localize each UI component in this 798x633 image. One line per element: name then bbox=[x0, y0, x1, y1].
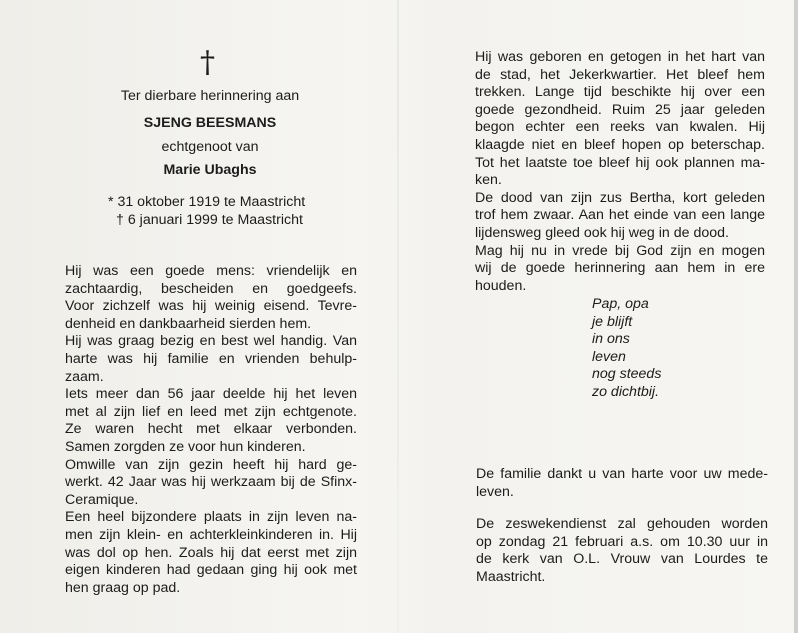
life-dates bbox=[100, 194, 330, 229]
text-line: Voor zichzelf was hij weinig eisend. Tevre- bbox=[65, 298, 357, 315]
text-line: hen graag op pad. bbox=[65, 579, 181, 596]
text-line: Maastricht. bbox=[476, 568, 546, 585]
text-line: Hij was geboren en getogen in het hart van bbox=[475, 49, 765, 65]
text-line: de stad, het Jekerkwartier. Het bleef hem bbox=[475, 66, 765, 83]
text-line: was dol op hen. Zoals hij dat eerst met zijn bbox=[65, 544, 357, 561]
poem-line: je blijft bbox=[592, 313, 633, 330]
text-line: De zeswekendienst zal gehouden worden bbox=[476, 516, 768, 532]
text-line: Hij was een goede mens: vriendelijk en bbox=[65, 263, 357, 279]
text-line: zaam. bbox=[65, 368, 104, 385]
text-line: goede gezondheid. Ruim 25 jaar geleden bbox=[475, 101, 765, 118]
text-line: eigen kinderen had gedaan ging hij ook met bbox=[65, 562, 357, 579]
text-line: denheid en dankbaarheid sierden hem. bbox=[65, 315, 312, 332]
text-line: ken. bbox=[475, 172, 502, 189]
family-thanks bbox=[476, 466, 768, 501]
birth-date: * 31 oktober 1919 te Maastricht bbox=[108, 194, 306, 210]
text-line: begon echter een reeks van kwalen. Hij bbox=[475, 119, 765, 136]
text-line: Een heel bijzondere plaats in zijn leven na- bbox=[65, 509, 357, 526]
spouse-name: Marie Ubaghs bbox=[163, 162, 257, 178]
text-line: wij de goede herinnering aan hem in ere bbox=[475, 260, 765, 277]
text-line: trof hem zwaar. Aan het einde van een lange bbox=[475, 207, 765, 224]
poem-line: leven bbox=[592, 348, 626, 365]
poem-line: nog steeds bbox=[592, 366, 662, 383]
text-line: Tot het laatste toe bleef hij ook plannen ma- bbox=[475, 154, 765, 171]
poem-line: zo dichtbij. bbox=[592, 383, 660, 400]
service-notice bbox=[476, 516, 768, 586]
text-line: Hij was graag bezig en best wel handig. Van bbox=[65, 333, 357, 350]
spouse-label: echtgenoot van bbox=[161, 139, 259, 155]
text-line: zachtaardig, bescheiden en goedgeefs. bbox=[65, 280, 357, 297]
text-line: Mag hij nu in vrede bij God zijn en mogen bbox=[475, 242, 765, 259]
text-line: houden. bbox=[475, 277, 527, 294]
poem-line: Pap, opa bbox=[592, 296, 649, 312]
text-line: harte was hij familie en vrienden behulp- bbox=[65, 350, 357, 367]
text-line: De dood van zijn zus Bertha, kort geleden bbox=[475, 189, 765, 206]
card-edge bbox=[794, 0, 798, 633]
left-biography bbox=[65, 263, 357, 597]
text-line: men zijn klein- en achterkleinkinderen in. Hij bbox=[65, 526, 357, 543]
text-line: De familie dankt u van harte voor uw mede- bbox=[476, 466, 768, 482]
deceased-name: SJENG BEESMANS bbox=[143, 115, 277, 131]
text-line: trekken. Lange tijd beschikte hij over een bbox=[475, 84, 765, 101]
text-line: Iets meer dan 56 jaar deelde hij het leven bbox=[65, 386, 357, 403]
poem-line: in ons bbox=[592, 331, 630, 348]
card-fold bbox=[397, 0, 399, 633]
text-line: lijdensweg gleed ook hij weg in de dood. bbox=[475, 224, 729, 241]
text-line: met al zijn lief en leed met zijn echtgenote. bbox=[65, 403, 357, 420]
text-line: Ze waren hecht met elkaar verbonden. bbox=[65, 421, 357, 438]
text-line: Ceramique. bbox=[65, 491, 139, 508]
text-line: Omwille van zijn gezin heeft hij hard ge- bbox=[65, 456, 357, 473]
right-biography bbox=[475, 49, 765, 295]
text-line: Samen zorgden ze voor hun kinderen. bbox=[65, 438, 306, 455]
text-line: klaagde niet en bleef hopen op beterschap. bbox=[475, 136, 765, 153]
death-date: † 6 januari 1999 te Maastricht bbox=[116, 211, 303, 228]
text-line: op zondag 21 februari a.s. om 10.30 uur in bbox=[476, 533, 768, 550]
poem bbox=[592, 296, 661, 402]
text-line: de kerk van O.L. Vrouw van Lourdes te bbox=[476, 551, 768, 568]
cross-icon: † bbox=[200, 45, 215, 80]
intro-text: Ter dierbare herinnering aan bbox=[120, 88, 300, 104]
text-line: leven. bbox=[476, 483, 514, 500]
text-line: werkt. 42 Jaar was hij werkzaam bij de Sfinx- bbox=[65, 474, 357, 491]
